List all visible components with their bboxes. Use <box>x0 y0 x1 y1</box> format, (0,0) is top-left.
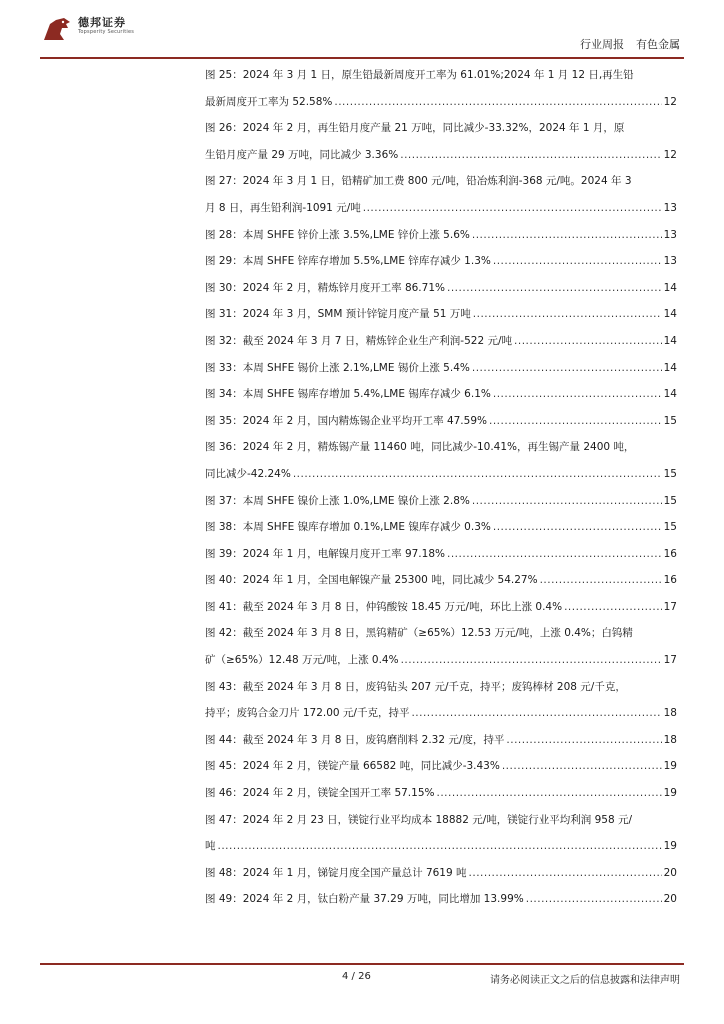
toc-entry-text: 图 40：2024 年 1 月，全国电解镍产量 25300 吨，同比减少 54.27% <box>205 574 538 587</box>
toc-page-number: 20 <box>663 866 677 879</box>
dot-leader <box>472 222 662 249</box>
dot-leader <box>564 594 662 621</box>
toc-page-number: 18 <box>663 733 677 746</box>
toc-entry-text: 图 28：本周 SHFE 锌价上涨 3.5%,LME 锌价上涨 5.6% <box>205 228 470 241</box>
toc-entry-text: 生铅月度产量 29 万吨，同比减少 3.36% <box>205 148 399 161</box>
toc-entry-text: 图 34：本周 SHFE 锡库存增加 5.4%,LME 锡库存减少 6.1% <box>205 388 491 401</box>
dot-leader <box>514 328 662 355</box>
toc-page-number: 12 <box>663 148 677 161</box>
dot-leader <box>447 541 662 568</box>
toc-entry-text: 图 43：截至 2024 年 3 月 8 日，废钨钻头 207 元/千克，持平；废钨棒材 208 元/千克， <box>205 680 626 693</box>
toc-entry-text: 图 41：截至 2024 年 3 月 8 日，仲钨酸铵 18.45 万元/吨，环比上涨 0.4% <box>205 600 563 613</box>
logo-name-en: Topsperity Securities <box>78 29 135 35</box>
toc-entry[interactable] <box>205 222 677 249</box>
toc-entry[interactable] <box>205 753 677 780</box>
toc-page-number: 18 <box>663 707 677 720</box>
header-divider <box>40 57 684 59</box>
toc-entry[interactable] <box>205 328 677 355</box>
toc-page-number: 14 <box>663 281 677 294</box>
toc-entry[interactable] <box>205 62 677 115</box>
toc-entry[interactable] <box>205 594 677 621</box>
company-logo <box>42 16 134 42</box>
toc-entry[interactable] <box>205 115 677 168</box>
dot-leader <box>493 248 662 275</box>
dot-leader <box>526 886 662 913</box>
toc-page-number: 17 <box>663 654 677 667</box>
toc-page-number: 15 <box>663 414 677 427</box>
toc-entry-text: 图 44：截至 2024 年 3 月 8 日，废钨磨削料 2.32 元/度，持平 <box>205 733 505 746</box>
figure-table-of-contents <box>205 62 677 913</box>
toc-entry[interactable] <box>205 780 677 807</box>
dot-leader <box>493 381 662 408</box>
dot-leader <box>334 89 661 116</box>
toc-entry[interactable] <box>205 886 677 913</box>
toc-entry[interactable] <box>205 488 677 515</box>
toc-entry[interactable] <box>205 301 677 328</box>
toc-entry[interactable] <box>205 860 677 887</box>
report-type: 行业周报 <box>580 38 624 51</box>
toc-entry[interactable] <box>205 168 677 221</box>
toc-entry[interactable] <box>205 408 677 435</box>
page-number: 4 / 26 <box>342 971 371 982</box>
toc-entry[interactable] <box>205 541 677 568</box>
header-category <box>580 36 680 52</box>
toc-page-number: 16 <box>663 547 677 560</box>
toc-entry-text: 图 47：2024 年 2 月 23 日，镁锭行业平均成本 18882 元/吨，镁锭行业平均利润 958 元/ <box>205 813 633 826</box>
dot-leader <box>400 142 661 169</box>
toc-page-number: 20 <box>663 893 677 906</box>
toc-entry-text: 图 49：2024 年 2 月，钛白粉产量 37.29 万吨，同比增加 13.99% <box>205 893 524 906</box>
toc-page-number: 16 <box>663 574 677 587</box>
toc-page-number: 15 <box>663 467 677 480</box>
dot-leader <box>472 488 662 515</box>
dot-leader <box>473 301 662 328</box>
dot-leader <box>540 567 662 594</box>
toc-entry-text: 图 42：截至 2024 年 3 月 8 日，黑钨精矿（≥65%）12.53 万元/吨，上涨 0.4%；白钨精 <box>205 627 633 640</box>
toc-entry-text: 图 45：2024 年 2 月，镁锭产量 66582 吨，同比减少-3.43% <box>205 760 500 773</box>
toc-entry-text: 图 25：2024 年 3 月 1 日，原生铅最新周度开工率为 61.01%;2024 年 1 月 12 日,再生铅 <box>205 69 634 81</box>
toc-entry-text: 图 30：2024 年 2 月，精炼锌月度开工率 86.71% <box>205 281 445 294</box>
dot-leader <box>493 514 662 541</box>
dot-leader <box>472 355 662 382</box>
toc-entry-text: 图 26：2024 年 2 月，再生铅月度产量 21 万吨，同比减少-33.32%，2024 年 1 月，原 <box>205 122 625 135</box>
toc-entry-text: 图 48：2024 年 1 月，锑锭月度全国产量总计 7619 吨 <box>205 866 467 879</box>
toc-entry-text: 持平；废钨合金刀片 172.00 元/千克，持平 <box>205 707 410 720</box>
dot-leader <box>218 833 662 860</box>
logo-name-cn: 德邦证券 <box>78 16 126 29</box>
dot-leader <box>411 700 661 727</box>
toc-entry[interactable] <box>205 514 677 541</box>
toc-entry[interactable] <box>205 434 677 487</box>
dot-leader <box>363 195 662 222</box>
dot-leader <box>489 408 662 435</box>
toc-entry-text: 图 36：2024 年 2 月，精炼锡产量 11460 吨，同比减少-10.41%，再生锡产量 2400 吨， <box>205 441 635 454</box>
legal-disclaimer: 请务必阅读正文之后的信息披露和法律声明 <box>490 975 680 986</box>
toc-page-number: 14 <box>663 334 677 347</box>
dot-leader <box>437 780 662 807</box>
toc-entry-text: 图 33：本周 SHFE 锡价上涨 2.1%,LME 锡价上涨 5.4% <box>205 361 470 374</box>
toc-entry-text: 吨 <box>205 840 216 853</box>
toc-entry[interactable] <box>205 807 677 860</box>
toc-entry-text: 图 32：截至 2024 年 3 月 7 日，精炼锌企业生产利润-522 元/吨 <box>205 334 513 347</box>
toc-entry[interactable] <box>205 248 677 275</box>
toc-page-number: 14 <box>663 308 677 321</box>
toc-entry[interactable] <box>205 355 677 382</box>
toc-entry[interactable] <box>205 567 677 594</box>
sector-name: 有色金属 <box>636 38 680 51</box>
page-header <box>0 0 724 60</box>
toc-entry-text: 矿（≥65%）12.48 万元/吨，上涨 0.4% <box>205 654 399 667</box>
toc-page-number: 13 <box>663 201 677 214</box>
toc-page-number: 14 <box>663 388 677 401</box>
toc-page-number: 14 <box>663 361 677 374</box>
toc-entry[interactable] <box>205 620 677 673</box>
toc-page-number: 17 <box>663 600 677 613</box>
toc-entry[interactable] <box>205 727 677 754</box>
toc-entry-text: 图 46：2024 年 2 月，镁锭全国开工率 57.15% <box>205 787 435 800</box>
toc-entry-text: 图 27：2024 年 3 月 1 日，铅精矿加工费 800 元/吨，铅冶炼利润-368 元/吨。2024 年 3 <box>205 175 632 188</box>
toc-entry-text: 图 39：2024 年 1 月，电解镍月度开工率 97.18% <box>205 547 445 560</box>
toc-entry-text: 同比减少-42.24% <box>205 467 291 480</box>
toc-entry[interactable] <box>205 381 677 408</box>
toc-entry-text: 月 8 日，再生铅利润-1091 元/吨 <box>205 201 361 214</box>
toc-page-number: 19 <box>663 760 677 773</box>
toc-page-number: 19 <box>663 840 677 853</box>
toc-entry[interactable] <box>205 674 677 727</box>
toc-page-number: 12 <box>663 95 677 108</box>
dot-leader <box>506 727 661 754</box>
toc-page-number: 13 <box>663 228 677 241</box>
toc-entry-text: 最新周度开工率为 52.58% <box>205 95 333 108</box>
toc-page-number: 19 <box>663 787 677 800</box>
toc-entry-text: 图 29：本周 SHFE 锌库存增加 5.5%,LME 锌库存减少 1.3% <box>205 255 491 268</box>
toc-entry[interactable] <box>205 275 677 302</box>
logo-icon <box>42 16 72 42</box>
toc-page-number: 15 <box>663 494 677 507</box>
toc-entry-text: 图 37：本周 SHFE 镍价上涨 1.0%,LME 镍价上涨 2.8% <box>205 494 470 507</box>
toc-entry-text: 图 35：2024 年 2 月，国内精炼锡企业平均开工率 47.59% <box>205 414 487 427</box>
toc-entry-text: 图 31：2024 年 3 月，SMM 预计锌锭月度产量 51 万吨 <box>205 308 471 321</box>
dot-leader <box>502 753 662 780</box>
footer-divider <box>40 963 684 965</box>
dot-leader <box>447 275 662 302</box>
dot-leader <box>401 647 662 674</box>
toc-entry-text: 图 38：本周 SHFE 镍库存增加 0.1%,LME 镍库存减少 0.3% <box>205 521 491 534</box>
toc-page-number: 13 <box>663 255 677 268</box>
dot-leader <box>469 860 662 887</box>
toc-page-number: 15 <box>663 521 677 534</box>
dot-leader <box>293 461 662 488</box>
